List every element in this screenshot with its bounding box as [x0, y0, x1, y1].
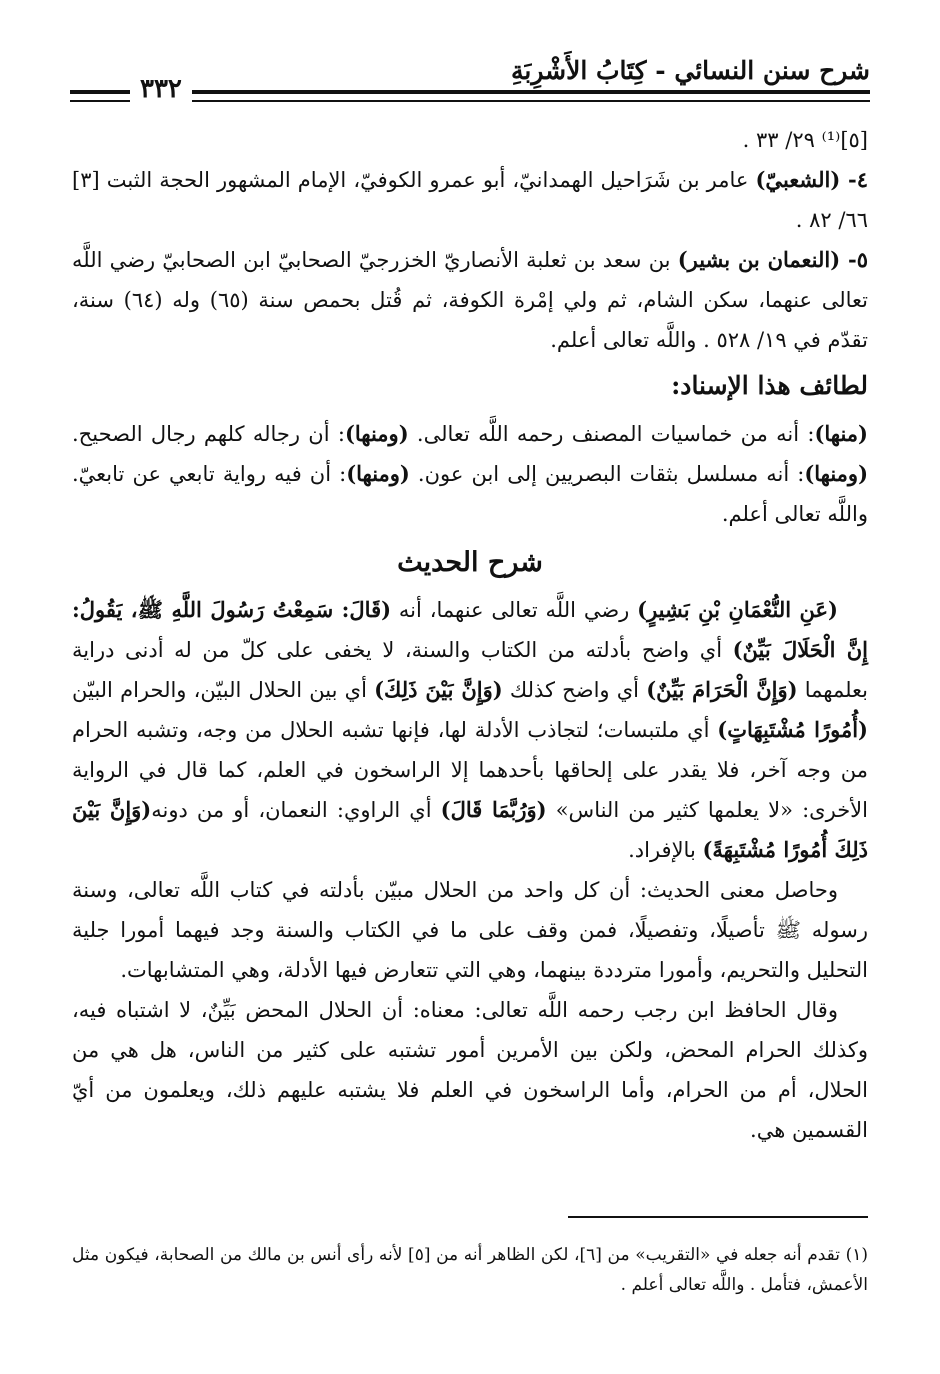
lataif-text-4: : أن فيه رواية تابعي عن تابعيّ. واللَّه تعالى أعلم. — [72, 462, 868, 526]
narrator-entry-5 — [72, 240, 868, 360]
hadith-quote-5: (أُمُورًا مُشْتَبِهَاتٍ) — [717, 717, 868, 742]
main-text — [72, 120, 868, 1150]
narrator-entry-4 — [72, 160, 868, 240]
running-title: شرح سنن النسائي - كِتَابُ الأَشْرِبَةِ — [510, 56, 870, 85]
sharh-text-3: أي واضح كذلك — [502, 678, 647, 702]
narrator-5-number: ٥- — [840, 247, 868, 272]
hadith-quote-4: (وَإِنَّ بَيْنَ ذَلِكَ) — [374, 677, 503, 702]
hadith-quote-2: (قَالَ: سَمِعْتُ رَسُولَ اللَّهِ ﷺ، يَقُولُ: إِنَّ الْحَلَالَ بَيِّنٌ) — [72, 597, 868, 662]
footnote-separator — [568, 1216, 868, 1218]
hadith-quote-1: (عَنِ النُّعْمَانِ بْنِ بَشِيرٍ) — [637, 597, 838, 622]
lataif-heading: لطائف هذا الإسناد: — [671, 371, 868, 400]
page-number: ٣٣٢ — [130, 74, 192, 104]
lataif-marker-1: (منها) — [814, 421, 868, 446]
sharh-paragraph-3: وقال الحافظ ابن رجب رحمه اللَّه تعالى: معناه: أن الحلال المحض بَيِّنٌ، لا اشتباه فيه، وكذلك الحرام المحض، ولكن بين الأمرين أمور تشتبه على كثير من الناس، هل هي من الحلال، أم من الحرام، وأما الراسخون في العلم فلا يشتبه عليهم ذلك، ويعلمون من أيّ القسمين هي. — [72, 998, 868, 1142]
lataif-text-2: : أن رجاله كلهم رجال الصحيح. — [72, 422, 345, 446]
lataif-text-3: : أنه مسلسل بثقات البصريين إلى ابن عون. — [409, 462, 805, 486]
sharh-text-6: أي الراوي: النعمان، أو من دونه — [151, 798, 441, 822]
hadith-quote-7: (وَإِنَّ بَيْنَ ذَلِكَ أُمُورًا مُشْتَبِهَةً) — [72, 797, 868, 862]
narrator-5-name: (النعمان بن بشير) — [677, 247, 841, 272]
lataif-marker-4: (ومنها) — [346, 461, 410, 486]
sharh-paragraph-1 — [72, 590, 868, 870]
narrator-prev-line: [٥]⁽¹⁾ ٢٩/ ٣٣ . — [742, 128, 868, 152]
sharh-text-1: رضي اللَّه تعالى عنهما، أنه — [391, 598, 638, 622]
lataif-paragraph — [72, 414, 868, 534]
hadith-quote-6: (وَرُبَّمَا قَالَ) — [440, 797, 547, 822]
lataif-marker-3: (ومنها) — [804, 461, 869, 486]
lataif-text-1: : أنه من خماسيات المصنف رحمه اللَّه تعالى. — [408, 422, 815, 446]
hadith-quote-3: (وَإِنَّ الْحَرَامَ بَيِّنٌ) — [646, 677, 798, 702]
page-header — [70, 48, 870, 106]
narrator-4-number: ٤- — [840, 167, 868, 192]
narrator-5-text: بن سعد بن ثعلبة الأنصاريّ الخزرجيّ الصحابيّ ابن الصحابيّ رضي اللَّه تعالى عنهما، سكن الشام، ثم ولي إمْرة الكوفة، ثم قُتل بحمص سنة (٦٥) وله (٦٤) سنة، تقدّم في ١٩/ ٥٢٨ . واللَّه تعالى أعلم. — [72, 248, 869, 352]
sharh-text-2: أي واضح بأدلته من الكتاب والسنة، لا يخفى على كلّ من له أدنى دراية بعلمهما — [72, 638, 869, 702]
sharh-text-5: أي ملتبسات؛ لتجاذب الأدلة لها، فإنها تشبه الحلال من وجه، وتشبه الحرام من وجه آخر، فلا يقدر على إلحاقها بأحدهما إلا الراسخون في العلم، كما قال في الرواية الأخرى: «لا يعلمها كثير من الناس» — [72, 718, 868, 822]
sharh-text-7: بالإفراد. — [628, 838, 703, 862]
sharh-text-4: أي بين الحلال البيّن، والحرام البيّن — [72, 678, 375, 702]
narrator-4-text: عامر بن شَرَاحيل الهمدانيّ، أبو عمرو الكوفيّ، الإمام المشهور الحجة الثبت [٣] ٦٦/ ٨٢ . — [72, 168, 868, 232]
lataif-marker-2: (ومنها) — [344, 421, 409, 446]
footnote-1: (١) تقدم أنه جعله في «التقريب» من [٦]، لكن الظاهر أنه من [٥] لأنه رأى أنس بن مالك من الصحابة، فيكون مثل الأعمش، فتأمل . واللَّه تعالى أعلم . — [72, 1245, 868, 1295]
sharh-paragraph-2: وحاصل معنى الحديث: أن كل واحد من الحلال مبيّن بأدلته في كتاب اللَّه تعالى، وسنة رسوله ﷺ تأصيلًا، وتفصيلًا، فمن وقف على ما في الكتاب والسنة وجد فيهما أمورا جلية التحليل والتحريم، وأمورا مترددة بينهما، وهي التي تتعارض فيها الأدلة، وهي المتشابهات. — [72, 878, 868, 982]
narrator-4-name: (الشعبيّ) — [755, 167, 841, 192]
sharh-heading: شرح الحديث — [397, 547, 543, 578]
